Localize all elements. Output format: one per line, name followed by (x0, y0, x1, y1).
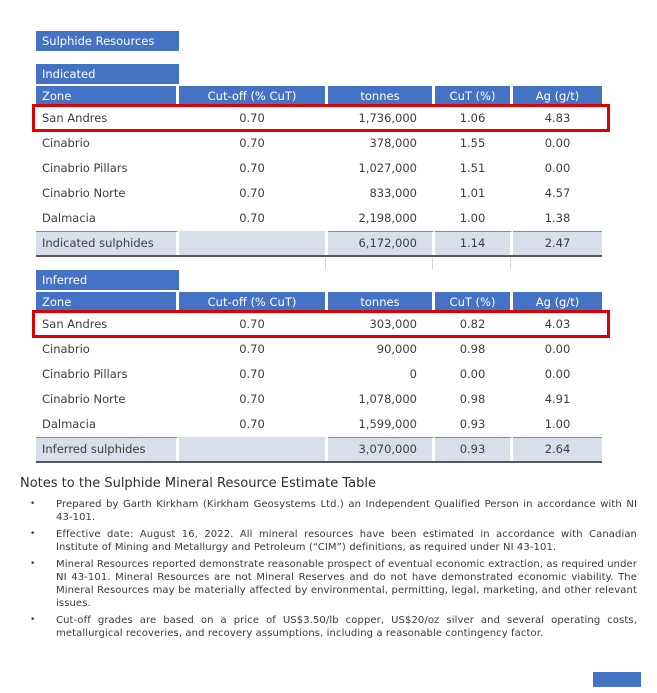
note-item (20, 498, 642, 524)
column-header-cut: CuT (%) (435, 86, 513, 106)
document-page (0, 31, 657, 693)
bullet-icon: • (30, 559, 36, 569)
cell-zone: San Andres (36, 312, 179, 337)
notes-section (20, 476, 642, 640)
cell-zone: Cinabrio Pillars (36, 156, 179, 181)
cell-ag: 1.38 (544, 211, 571, 225)
cell-total-tonnes: 3,070,000 (328, 437, 435, 461)
bullet-icon: • (30, 499, 36, 509)
bullet-icon: • (30, 529, 36, 539)
cell-cut: 1.01 (435, 181, 513, 206)
cell-zone: Cinabrio Norte (36, 181, 179, 206)
cell-cutoff: 0.70 (179, 362, 328, 387)
cell-cut: 1.51 (435, 156, 513, 181)
cell-total-tonnes: 6,172,000 (328, 231, 435, 255)
cell-total-cut: 1.14 (435, 231, 513, 255)
cell-cut: 0.00 (435, 362, 513, 387)
column-header-tonnes: tonnes (328, 292, 435, 312)
bullet-icon: • (30, 615, 36, 625)
cell-cut: 0.98 (435, 337, 513, 362)
column-header-tonnes: tonnes (328, 86, 435, 106)
cell-zone: Cinabrio (36, 131, 179, 156)
table-row (36, 156, 602, 181)
cell-zone: San Andres (36, 106, 179, 131)
cell-ag: 0.00 (544, 136, 571, 150)
cell-tonnes: 1,736,000 (328, 106, 435, 131)
cell-ag: 1.00 (544, 417, 571, 431)
cell-ag: 4.03 (544, 317, 571, 331)
cell-cut: 0.82 (435, 312, 513, 337)
cell-zone: Cinabrio Norte (36, 387, 179, 412)
note-item (20, 528, 642, 554)
note-text: Mineral Resources reported demonstrate reasonable prospect of eventual economic extraction, as required under NI 43-101. Mineral Resources are not Mineral Reserves and do not have demonstrated economic viability. The Mineral Resources may be materially affected by environmental, permitting, legal, marketing, and other relevant issues. (56, 559, 637, 609)
indicated-table (36, 86, 602, 257)
note-text: Prepared by Garth Kirkham (Kirkham Geosystems Ltd.) an Independent Qualified Person in accordance with NI 43-101. (56, 499, 637, 523)
cell-cutoff: 0.70 (179, 181, 328, 206)
column-header-ag: Ag (g/t) (513, 86, 602, 106)
indicated-header-row (36, 86, 602, 106)
column-header-cutoff: Cut-off (% CuT) (179, 292, 328, 312)
cell-tonnes: 0 (328, 362, 435, 387)
indicated-total-row (36, 231, 602, 257)
table-row (36, 387, 602, 412)
cell-ag: 0.00 (544, 161, 571, 175)
table-gap (36, 257, 602, 270)
note-item (20, 558, 642, 610)
cell-cutoff: 0.70 (179, 206, 328, 231)
inferred-header-row (36, 292, 602, 312)
inferred-section-badge: Inferred (36, 270, 179, 290)
table-row (36, 131, 602, 156)
column-header-zone: Zone (36, 86, 179, 106)
cell-tonnes: 833,000 (328, 181, 435, 206)
column-tick (325, 258, 326, 269)
cell-cut: 0.93 (435, 412, 513, 437)
note-item (20, 614, 642, 640)
table-row (36, 337, 602, 362)
sulphide-resources-badge: Sulphide Resources (36, 31, 179, 51)
cell-cut: 1.00 (435, 206, 513, 231)
table-row (36, 412, 602, 437)
cell-ag: 4.57 (544, 186, 571, 200)
column-header-ag: Ag (g/t) (513, 292, 602, 312)
cell-tonnes: 90,000 (328, 337, 435, 362)
cell-cutoff-empty (179, 437, 328, 461)
table-row (36, 206, 602, 231)
cell-total-ag: 2.47 (513, 231, 602, 255)
cell-cut: 0.98 (435, 387, 513, 412)
cell-zone: Cinabrio (36, 337, 179, 362)
cell-zone: Dalmacia (36, 206, 179, 231)
cell-tonnes: 2,198,000 (328, 206, 435, 231)
cell-tonnes: 303,000 (328, 312, 435, 337)
cell-ag: 0.00 (544, 367, 571, 381)
table-row (36, 181, 602, 206)
cell-tonnes: 1,599,000 (328, 412, 435, 437)
note-text: Cut-off grades are based on a price of US$3.50/lb copper, US$20/oz silver and several operating costs, metallurgical recoveries, and recovery assumptions, including a reasonable contingency factor. (56, 615, 637, 639)
cell-tonnes: 1,027,000 (328, 156, 435, 181)
cell-cutoff: 0.70 (179, 131, 328, 156)
cell-total-label: Inferred sulphides (36, 437, 179, 461)
cell-cutoff: 0.70 (179, 337, 328, 362)
cell-cut: 1.55 (435, 131, 513, 156)
cell-cutoff: 0.70 (179, 312, 328, 337)
column-header-cutoff: Cut-off (% CuT) (179, 86, 328, 106)
column-tick (510, 258, 511, 269)
cell-cutoff: 0.70 (179, 106, 328, 131)
cell-cutoff-empty (179, 231, 328, 255)
cell-zone: Cinabrio Pillars (36, 362, 179, 387)
table-row (36, 362, 602, 387)
cell-cutoff: 0.70 (179, 156, 328, 181)
cell-ag: 4.83 (544, 111, 571, 125)
cell-ag: 0.00 (544, 342, 571, 356)
inferred-table (36, 292, 602, 463)
column-header-zone: Zone (36, 292, 179, 312)
cell-ag: 4.91 (544, 392, 571, 406)
table-row-highlighted (36, 106, 602, 131)
cell-total-cut: 0.93 (435, 437, 513, 461)
inferred-total-row (36, 437, 602, 463)
column-tick (432, 258, 433, 269)
table-row-highlighted (36, 312, 602, 337)
indicated-section-badge: Indicated (36, 64, 179, 84)
partial-blue-element (593, 672, 641, 687)
cell-total-label: Indicated sulphides (36, 231, 179, 255)
column-header-cut: CuT (%) (435, 292, 513, 312)
cell-tonnes: 378,000 (328, 131, 435, 156)
cell-zone: Dalmacia (36, 412, 179, 437)
cell-cutoff: 0.70 (179, 387, 328, 412)
note-text: Effective date: August 16, 2022. All mineral resources have been estimated in accordance with Canadian Institute of Mining and Metallurgy and Petroleum (“CIM”) definitions, as required under NI 43-101. (56, 529, 637, 553)
cell-cutoff: 0.70 (179, 412, 328, 437)
cell-cut: 1.06 (435, 106, 513, 131)
cell-tonnes: 1,078,000 (328, 387, 435, 412)
notes-title: Notes to the Sulphide Mineral Resource Estimate Table (20, 476, 376, 491)
cell-total-ag: 2.64 (513, 437, 602, 461)
